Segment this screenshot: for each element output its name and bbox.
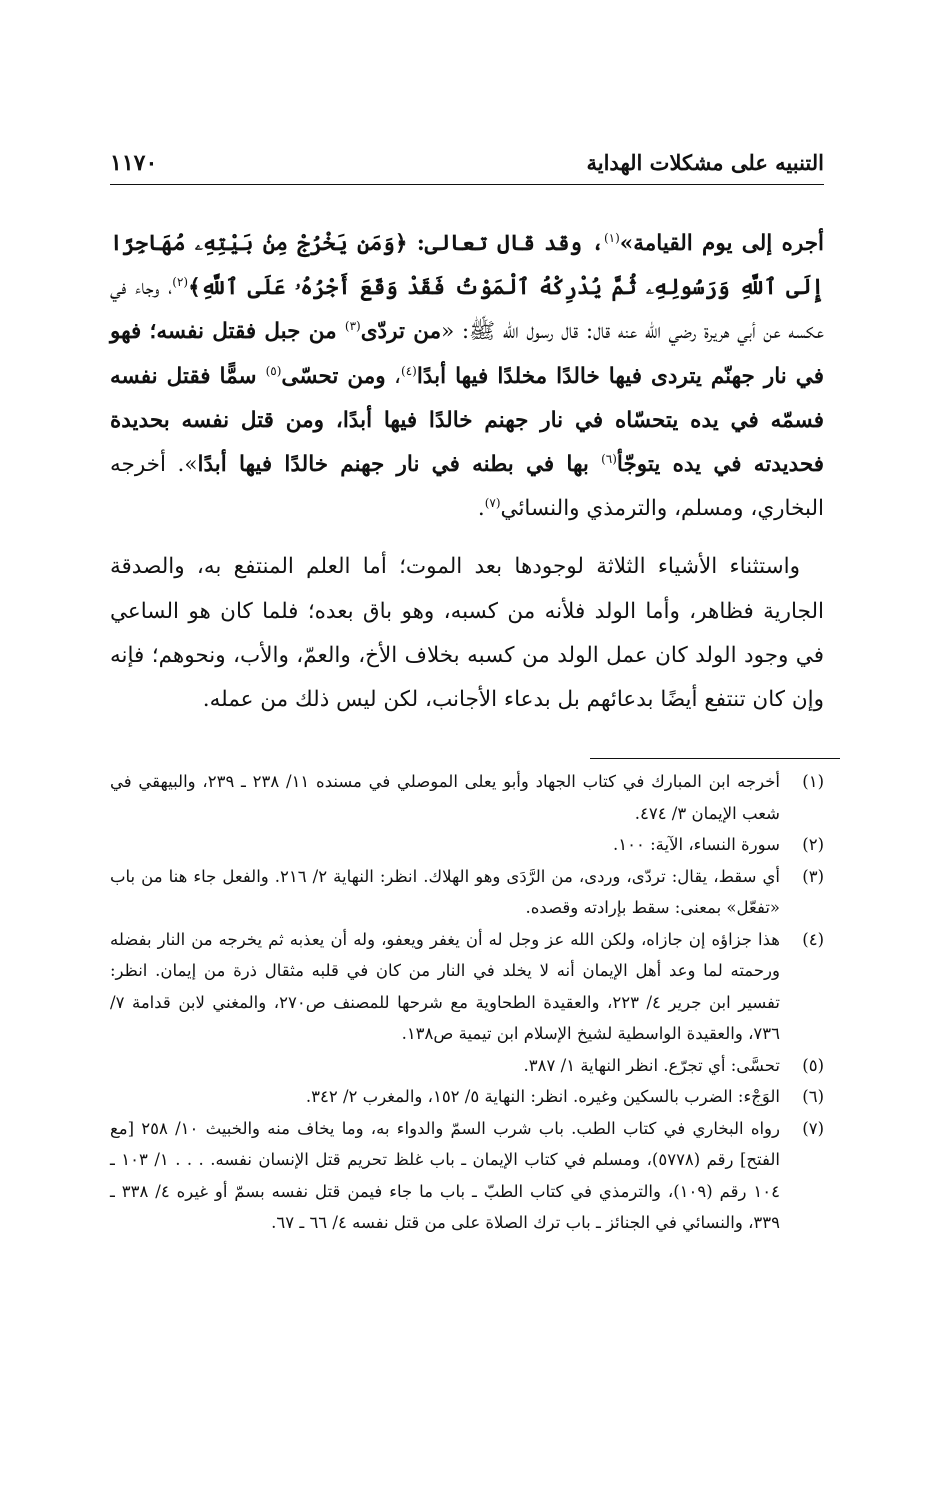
text-segment: ،: [385, 363, 401, 389]
footnote-text: سورة النساء، الآية: ١٠٠.: [613, 835, 780, 854]
text-segment: ، وجاء في عكسه عن أبي هريرة رضي الله عنه قال: قال رسول الله ﷺ: «: [110, 275, 824, 345]
footnote-number: (٦): [802, 1087, 824, 1106]
footnote-number: (٢): [802, 835, 824, 854]
text-segment: أجره إلى يوم القيامة»: [619, 231, 824, 256]
text-segment: .: [477, 496, 485, 522]
page-header: [110, 148, 824, 185]
footnote-3: [110, 861, 824, 924]
quran-verse: ، وقد قال تعالى: ﴿وَمَن يَخْرُجْ مِنۢ بَيْتِهِۦ مُهَاجِرًا إِلَى ٱللَّهِ وَرَسُولِهِۦ ثُمَّ يُدْرِكْهُ ٱلْمَوْتُ فَقَدْ وَقَعَ أَجْرُهُۥ عَلَى ٱللَّهِ﴾: [110, 231, 825, 301]
hadith-text: بها في بطنه في نار جهنم خالدًا فيها أبدًا: [197, 452, 602, 478]
footnote-number: (٥): [802, 1055, 824, 1075]
running-title: التنبيه على مشكلات الهداية: [586, 150, 824, 175]
footnote-marker: (١): [603, 230, 620, 245]
text-segment: ». أخرجه البخاري، ومسلم، والترمذي والنسائي: [110, 452, 824, 522]
footnote-5: [110, 1050, 824, 1082]
footnote-2: [110, 829, 824, 861]
footnote-number: (٣): [802, 866, 824, 886]
hadith-text: ومن تحسّى: [281, 363, 386, 389]
paragraph-2: واستثناء الأشياء الثلاثة لوجودها بعد الموت؛ أما العلم المنتفع به، والصدقة الجارية فظاهر، وأما الولد فلأنه من كسبه، وهو باق بعده؛ فلما كان هو الساعي في وجود الولد كان عمل الولد من كسبه بخلاف الأخ، والعمّ، والأب، ونحوهم؛ فإنه وإن كان تنتفع أيضًا بدعائهم بل بدعاء الأجانب، لكن ليس ذلك من عمله.: [110, 554, 824, 713]
main-text: [110, 222, 824, 722]
footnote-text: تحسَّى: أي تجرّع. انظر النهاية ١/ ٣٨٧.: [523, 1055, 780, 1075]
footnote-7: [110, 1113, 824, 1239]
footnote-text: أي سقط، يقال: تردّى، وردى، من الرَّدَى وهو الهلاك. انظر: النهاية ٢/ ٢١٦. والفعل جاء هنا من باب «تفعّل» بمعنى: سقط بإرادته وقصده.: [110, 866, 780, 917]
footnote-number: (٤): [802, 929, 824, 949]
footnote-text: رواه البخاري في كتاب الطب. باب شرب السمّ والدواء به، وما يخاف منه والخبيث ١٠/ ٢٥٨ [مع الفتح] رقم (٥٧٧٨)، ومسلم في كتاب الإيمان ـ باب غلظ تحريم قتل الإنسان نفسه. . . . ١/ ١٠٣ ـ ١٠٤ رقم (١٠٩)، والترمذي في كتاب الطبّ ـ باب ما جاء فيمن قتل نفسه بسمّ أو غيره ٤/ ٣٣٨ ـ ٣٣٩، والنسائي في الجنائز ـ باب ترك الصلاة على من قتل نفسه ٤/ ٦٦ ـ ٦٧.: [110, 1118, 780, 1232]
footnote-text: هذا جزاؤه إن جازاه، ولكن الله عز وجل له أن يغفر ويعفو، وله أن يعذبه ثم يخرجه من النار بفضله ورحمته لما وعد أهل الإيمان أنه لا يخلد في النار من كان في قلبه مثقال ذرة من إيمان. انظر: تفسير ابن جرير ٤/ ٢٢٣، والعقيدة الطحاوية مع شرحها للمصنف ص٢٧٠، والمغني لابن قدامة ٧/ ٧٣٦، والعقيدة الواسطية لشيخ الإسلام ابن تيمية ص١٣٨.: [110, 929, 780, 1043]
footnote-divider: [590, 758, 840, 759]
hadith-text: من جبل فقتل نفسه؛ فهو في نار جهنّم يتردى فيها خالدًا مخلدًا فيها أبدًا: [110, 319, 824, 389]
footnote-text: الوَجْء: الضرب بالسكين وغيره. انظر: النهاية ٥/ ١٥٢، والمغرب ٢/ ٣٤٢.: [305, 1087, 780, 1106]
footnote-marker: (٢): [172, 275, 189, 290]
footnote-4: [110, 924, 824, 1050]
footnote-number: (٧): [802, 1118, 824, 1138]
footnote-marker: (٧): [484, 496, 501, 511]
hadith-text: من تردّى: [360, 319, 442, 345]
footnote-marker: (٦): [601, 451, 617, 466]
page-number: ١١٧٠: [110, 150, 158, 176]
hadith-text: سمًّا فقتل نفسه فسمّه في يده يتحسّاه في نار جهنم خالدًا فيها أبدًا، ومن قتل نفسه بحديدة فحديدته في يده يتوجّأ: [110, 363, 824, 478]
footnote-marker: (٥): [265, 363, 282, 378]
footnote-marker: (٣): [344, 319, 361, 334]
footnote-marker: (٤): [401, 363, 417, 378]
footnote-6: [110, 1081, 824, 1113]
footnote-number: (١): [802, 772, 824, 791]
footnote-text: أخرجه ابن المبارك في كتاب الجهاد وأبو يعلى الموصلي في مسنده ١١/ ٢٣٨ ـ ٢٣٩، والبيهقي في شعب الإيمان ٣/ ٤٧٤.: [110, 772, 781, 823]
footnote-1: [110, 766, 824, 829]
paragraph-1: [110, 222, 824, 531]
footnotes: [110, 766, 824, 1239]
